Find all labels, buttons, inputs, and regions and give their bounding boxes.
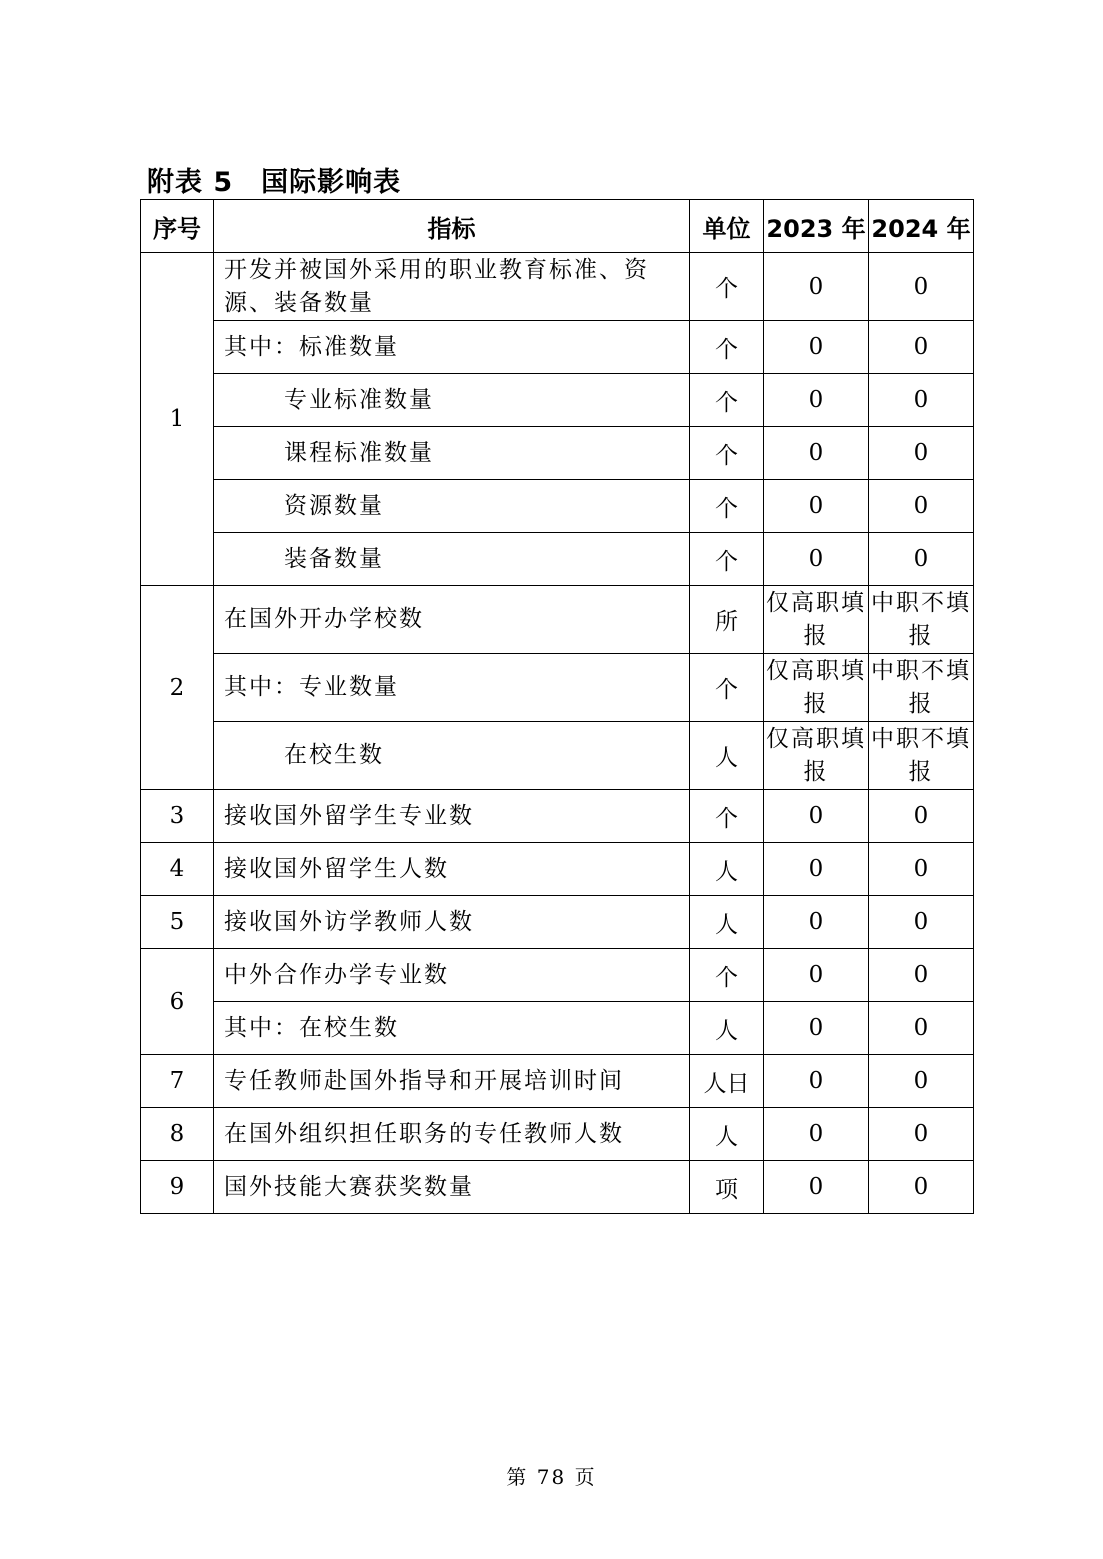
international-influence-table [140,199,974,1214]
unit-cell: 个 [690,321,764,374]
value-2024-cell: 0 [869,896,974,949]
unit-cell: 个 [690,654,764,722]
indicator-cell: 专业标准数量 [214,374,690,427]
seq-cell: 9 [141,1161,214,1214]
unit-cell: 个 [690,790,764,843]
value-2024-cell: 0 [869,533,974,586]
indicator-cell: 接收国外留学生专业数 [214,790,690,843]
unit-cell: 人 [690,722,764,790]
seq-cell: 3 [141,790,214,843]
seq-cell: 7 [141,1055,214,1108]
value-2023-cell: 仅高职填报 [764,722,869,790]
table-row [141,1108,974,1161]
indicator-cell: 国外技能大赛获奖数量 [214,1161,690,1214]
table-row [141,480,974,533]
indicator-cell: 在国外开办学校数 [214,586,690,654]
value-2023-cell: 0 [764,1002,869,1055]
header-2024: 2024 年 [869,200,974,253]
value-2023-cell: 0 [764,896,869,949]
unit-cell: 个 [690,253,764,321]
unit-cell: 个 [690,427,764,480]
table-row [141,722,974,790]
value-2024-cell: 0 [869,790,974,843]
unit-cell: 人 [690,1002,764,1055]
value-2024-cell: 0 [869,253,974,321]
value-2023-cell: 0 [764,533,869,586]
seq-cell: 5 [141,896,214,949]
table-row [141,654,974,722]
indicator-cell: 其中：在校生数 [214,1002,690,1055]
unit-cell: 人日 [690,1055,764,1108]
table-row [141,533,974,586]
value-2023-cell: 0 [764,843,869,896]
value-2023-cell: 0 [764,253,869,321]
unit-cell: 人 [690,896,764,949]
value-2024-cell: 0 [869,427,974,480]
table-row [141,1002,974,1055]
header-indicator: 指标 [214,200,690,253]
table-row [141,253,974,321]
header-seq: 序号 [141,200,214,253]
value-2024-cell: 0 [869,1161,974,1214]
value-2024-cell: 中职不填报 [869,722,974,790]
value-2023-cell: 0 [764,1161,869,1214]
value-2024-cell: 0 [869,321,974,374]
value-2024-cell: 中职不填报 [869,654,974,722]
table-title: 附表 5 国际影响表 [147,167,402,198]
value-2023-cell: 0 [764,1055,869,1108]
seq-cell: 2 [141,586,214,790]
seq-cell: 6 [141,949,214,1055]
table-row [141,896,974,949]
unit-cell: 个 [690,480,764,533]
indicator-cell: 专任教师赴国外指导和开展培训时间 [214,1055,690,1108]
indicator-cell: 中外合作办学专业数 [214,949,690,1002]
value-2023-cell: 0 [764,790,869,843]
unit-cell: 所 [690,586,764,654]
value-2024-cell: 0 [869,1055,974,1108]
indicator-cell: 接收国外留学生人数 [214,843,690,896]
value-2024-cell: 中职不填报 [869,586,974,654]
value-2024-cell: 0 [869,480,974,533]
value-2024-cell: 0 [869,843,974,896]
table-row [141,427,974,480]
table-row [141,843,974,896]
unit-cell: 人 [690,843,764,896]
value-2023-cell: 0 [764,480,869,533]
table-row [141,586,974,654]
value-2023-cell: 仅高职填报 [764,586,869,654]
unit-cell: 人 [690,1108,764,1161]
table-row [141,321,974,374]
unit-cell: 个 [690,533,764,586]
table-row [141,949,974,1002]
indicator-cell: 开发并被国外采用的职业教育标准、资源、装备数量 [214,253,690,321]
value-2024-cell: 0 [869,1108,974,1161]
seq-cell: 8 [141,1108,214,1161]
indicator-cell: 在校生数 [214,722,690,790]
table-row [141,374,974,427]
table-row [141,790,974,843]
value-2023-cell: 仅高职填报 [764,654,869,722]
table-row [141,1161,974,1214]
value-2024-cell: 0 [869,1002,974,1055]
unit-cell: 个 [690,949,764,1002]
indicator-cell: 在国外组织担任职务的专任教师人数 [214,1108,690,1161]
header-2023: 2023 年 [764,200,869,253]
indicator-cell: 资源数量 [214,480,690,533]
header-unit: 单位 [690,200,764,253]
value-2023-cell: 0 [764,374,869,427]
unit-cell: 个 [690,374,764,427]
indicator-cell: 课程标准数量 [214,427,690,480]
value-2023-cell: 0 [764,321,869,374]
indicator-cell: 装备数量 [214,533,690,586]
value-2023-cell: 0 [764,1108,869,1161]
table-row [141,1055,974,1108]
indicator-cell: 其中：标准数量 [214,321,690,374]
seq-cell: 1 [141,253,214,586]
seq-cell: 4 [141,843,214,896]
unit-cell: 项 [690,1161,764,1214]
value-2024-cell: 0 [869,374,974,427]
value-2023-cell: 0 [764,949,869,1002]
indicator-cell: 其中：专业数量 [214,654,690,722]
header-row [141,200,974,253]
page-number: 第 78 页 [506,1465,597,1489]
value-2024-cell: 0 [869,949,974,1002]
indicator-cell: 接收国外访学教师人数 [214,896,690,949]
value-2023-cell: 0 [764,427,869,480]
